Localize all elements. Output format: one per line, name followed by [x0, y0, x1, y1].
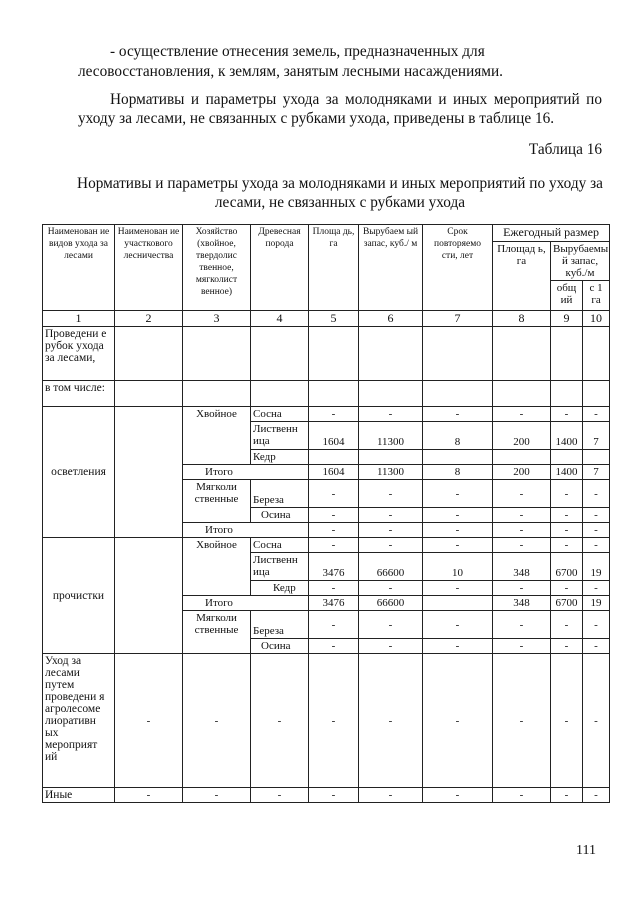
cell-value: - [423, 523, 493, 538]
header-care-type: Наименован ие видов ухода за лесами [43, 225, 115, 311]
species-pine: Сосна [251, 407, 309, 422]
norms-table [42, 224, 610, 803]
cell-value: - [551, 581, 583, 596]
page-number: 111 [576, 843, 596, 858]
col-number: 3 [183, 311, 251, 327]
cell-value: - [493, 538, 551, 553]
cell-value: - [493, 508, 551, 523]
cell-value: 6700 [551, 553, 583, 581]
cell-value: - [183, 788, 251, 803]
row-label-other: Иные [43, 788, 115, 803]
cell-value: - [583, 508, 610, 523]
cell-value: - [309, 538, 359, 553]
cell-value: 6700 [551, 596, 583, 611]
cell-value: - [551, 480, 583, 508]
cell-value [423, 596, 493, 611]
col-number: 8 [493, 311, 551, 327]
cell-value: 200 [493, 465, 551, 480]
subtotal-label: Итого [183, 596, 309, 611]
economy-softwood: Мягколи ственные [183, 611, 251, 654]
header-per-ha: с 1 га [583, 281, 610, 311]
cell-value: - [493, 523, 551, 538]
cell-value: - [583, 639, 610, 654]
header-harvest-stock: Вырубаем ый запас, куб./ м [359, 225, 423, 311]
cell-value: - [251, 654, 309, 788]
cell-value: 200 [493, 422, 551, 450]
col-number: 2 [115, 311, 183, 327]
cell-value: 348 [493, 553, 551, 581]
cell-value: - [493, 407, 551, 422]
cell-value: - [493, 581, 551, 596]
species-birch: Береза [251, 611, 309, 639]
header-repeat-period: Срок повторяемо сти, лет [423, 225, 493, 311]
cell-value: 1604 [309, 422, 359, 450]
economy-coniferous: Хвойное [183, 407, 251, 465]
row-label-cleaning: прочистки [43, 538, 115, 654]
cell-value: - [309, 523, 359, 538]
cell-value: - [551, 407, 583, 422]
cell-value: - [359, 654, 423, 788]
cell-value: - [551, 639, 583, 654]
paragraph-intro: Нормативы и параметры ухода за молодняками и иных мероприятий по [110, 91, 602, 108]
cell-value: - [309, 480, 359, 508]
cell-value: - [183, 654, 251, 788]
col-number: 1 [43, 311, 115, 327]
cell-value: 19 [583, 596, 610, 611]
cell-value: - [423, 407, 493, 422]
cell-value: - [423, 654, 493, 788]
header-annual-size: Ежегодный размер [493, 225, 610, 242]
cell-value: - [359, 538, 423, 553]
cell-value: 3476 [309, 596, 359, 611]
cell-value: - [423, 788, 493, 803]
cell-value: 66600 [359, 596, 423, 611]
cell-value: - [359, 611, 423, 639]
col-number: 10 [583, 311, 610, 327]
cell-value: - [359, 508, 423, 523]
cell-value: - [309, 654, 359, 788]
cell-value: - [423, 611, 493, 639]
cell-value: - [493, 639, 551, 654]
cell-value: - [251, 788, 309, 803]
cell-value: - [423, 639, 493, 654]
species-aspen: Осина [251, 508, 309, 523]
header-annual-area: Площад ь, га [493, 242, 551, 311]
species-aspen: Осина [251, 639, 309, 654]
cell-value: - [423, 480, 493, 508]
table-title: Нормативы и параметры ухода за молодняками и иных мероприятий по уходу за лесами, не связанных с рубками ухода [77, 175, 603, 211]
col-number: 9 [551, 311, 583, 327]
cell-value: - [309, 407, 359, 422]
header-district: Наименован ие участкового лесничества [115, 225, 183, 311]
col-number: 6 [359, 311, 423, 327]
cell-value: - [423, 538, 493, 553]
cell-value: 7 [583, 422, 610, 450]
cell-value: - [359, 581, 423, 596]
cell-value: 1604 [309, 465, 359, 480]
cell-value: - [583, 407, 610, 422]
cell-value: - [493, 480, 551, 508]
col-number: 5 [309, 311, 359, 327]
cell-value: 1400 [551, 422, 583, 450]
cell-value: - [583, 654, 610, 788]
header-annual-stock: Вырубаемы й запас, куб./м [551, 242, 610, 281]
cell-value: - [583, 523, 610, 538]
cell-value: - [583, 480, 610, 508]
cell-value: - [551, 788, 583, 803]
table-caption: Таблица 16 [528, 141, 602, 158]
species-birch: Береза [251, 480, 309, 508]
row-label-intro: Проведени е рубок ухода за лесами, [43, 327, 115, 381]
cell-value: 1400 [551, 465, 583, 480]
cell-value: 66600 [359, 553, 423, 581]
cell-value: - [493, 788, 551, 803]
cell-value: - [551, 611, 583, 639]
cell-value: - [115, 788, 183, 803]
cell-value: - [115, 654, 183, 788]
cell-value: - [309, 788, 359, 803]
cell-value: 8 [423, 422, 493, 450]
cell-value: 348 [493, 596, 551, 611]
species-cedar: Кедр [251, 450, 309, 465]
species-cedar: Кедр [251, 581, 309, 596]
cell-value: - [551, 538, 583, 553]
cell-value: 19 [583, 553, 610, 581]
species-larch: Лиственн ица [251, 422, 309, 450]
cell-value: - [309, 581, 359, 596]
cell-value: - [493, 611, 551, 639]
header-total: общ ий [551, 281, 583, 311]
cell-value: - [551, 508, 583, 523]
cell-value: - [309, 611, 359, 639]
cell-value: 11300 [359, 422, 423, 450]
economy-coniferous: Хвойное [183, 538, 251, 596]
cell-value: - [583, 788, 610, 803]
cell-value: 7 [583, 465, 610, 480]
species-pine: Сосна [251, 538, 309, 553]
cell-value: - [359, 639, 423, 654]
cell-value: - [583, 611, 610, 639]
row-label-including: в том числе: [43, 381, 115, 407]
subtotal-label: Итого [183, 523, 309, 538]
col-number: 7 [423, 311, 493, 327]
cell-value: - [583, 581, 610, 596]
cell-value: - [551, 654, 583, 788]
cell-value: 10 [423, 553, 493, 581]
cell-value: - [309, 639, 359, 654]
cell-value: - [359, 407, 423, 422]
cell-value: - [423, 508, 493, 523]
cell-value: 3476 [309, 553, 359, 581]
cell-value: - [309, 508, 359, 523]
economy-softwood: Мягколи ственные [183, 480, 251, 523]
species-larch: Лиственн ица [251, 553, 309, 581]
cell-value: - [359, 480, 423, 508]
header-economy: Хозяйство (хвойное, твердолис твенное, мягколист венное) [183, 225, 251, 311]
cell-value: - [583, 538, 610, 553]
paragraph-intro-cont: уходу за лесами, не связанных с рубками ухода, приведены в таблице 16. [78, 110, 555, 127]
row-label-lightening: осветления [43, 407, 115, 538]
cell-value: - [359, 788, 423, 803]
cell-value: 8 [423, 465, 493, 480]
paragraph-bullet-cont: лесовосстановления, к землям, занятым лесными насаждениями. [78, 63, 503, 80]
header-species: Древесная порода [251, 225, 309, 311]
cell-value: 11300 [359, 465, 423, 480]
cell-value: - [493, 654, 551, 788]
cell-value: - [359, 523, 423, 538]
header-area: Площа дь, га [309, 225, 359, 311]
cell-value: - [551, 523, 583, 538]
cell-value: - [423, 581, 493, 596]
col-number: 4 [251, 311, 309, 327]
paragraph-bullet: - осуществление отнесения земель, предназначенных для [110, 43, 485, 60]
row-label-agroforestry: Уход за лесами путем проведени я агролесоме лиоративн ых мероприят ий [43, 654, 115, 788]
subtotal-label: Итого [183, 465, 309, 480]
